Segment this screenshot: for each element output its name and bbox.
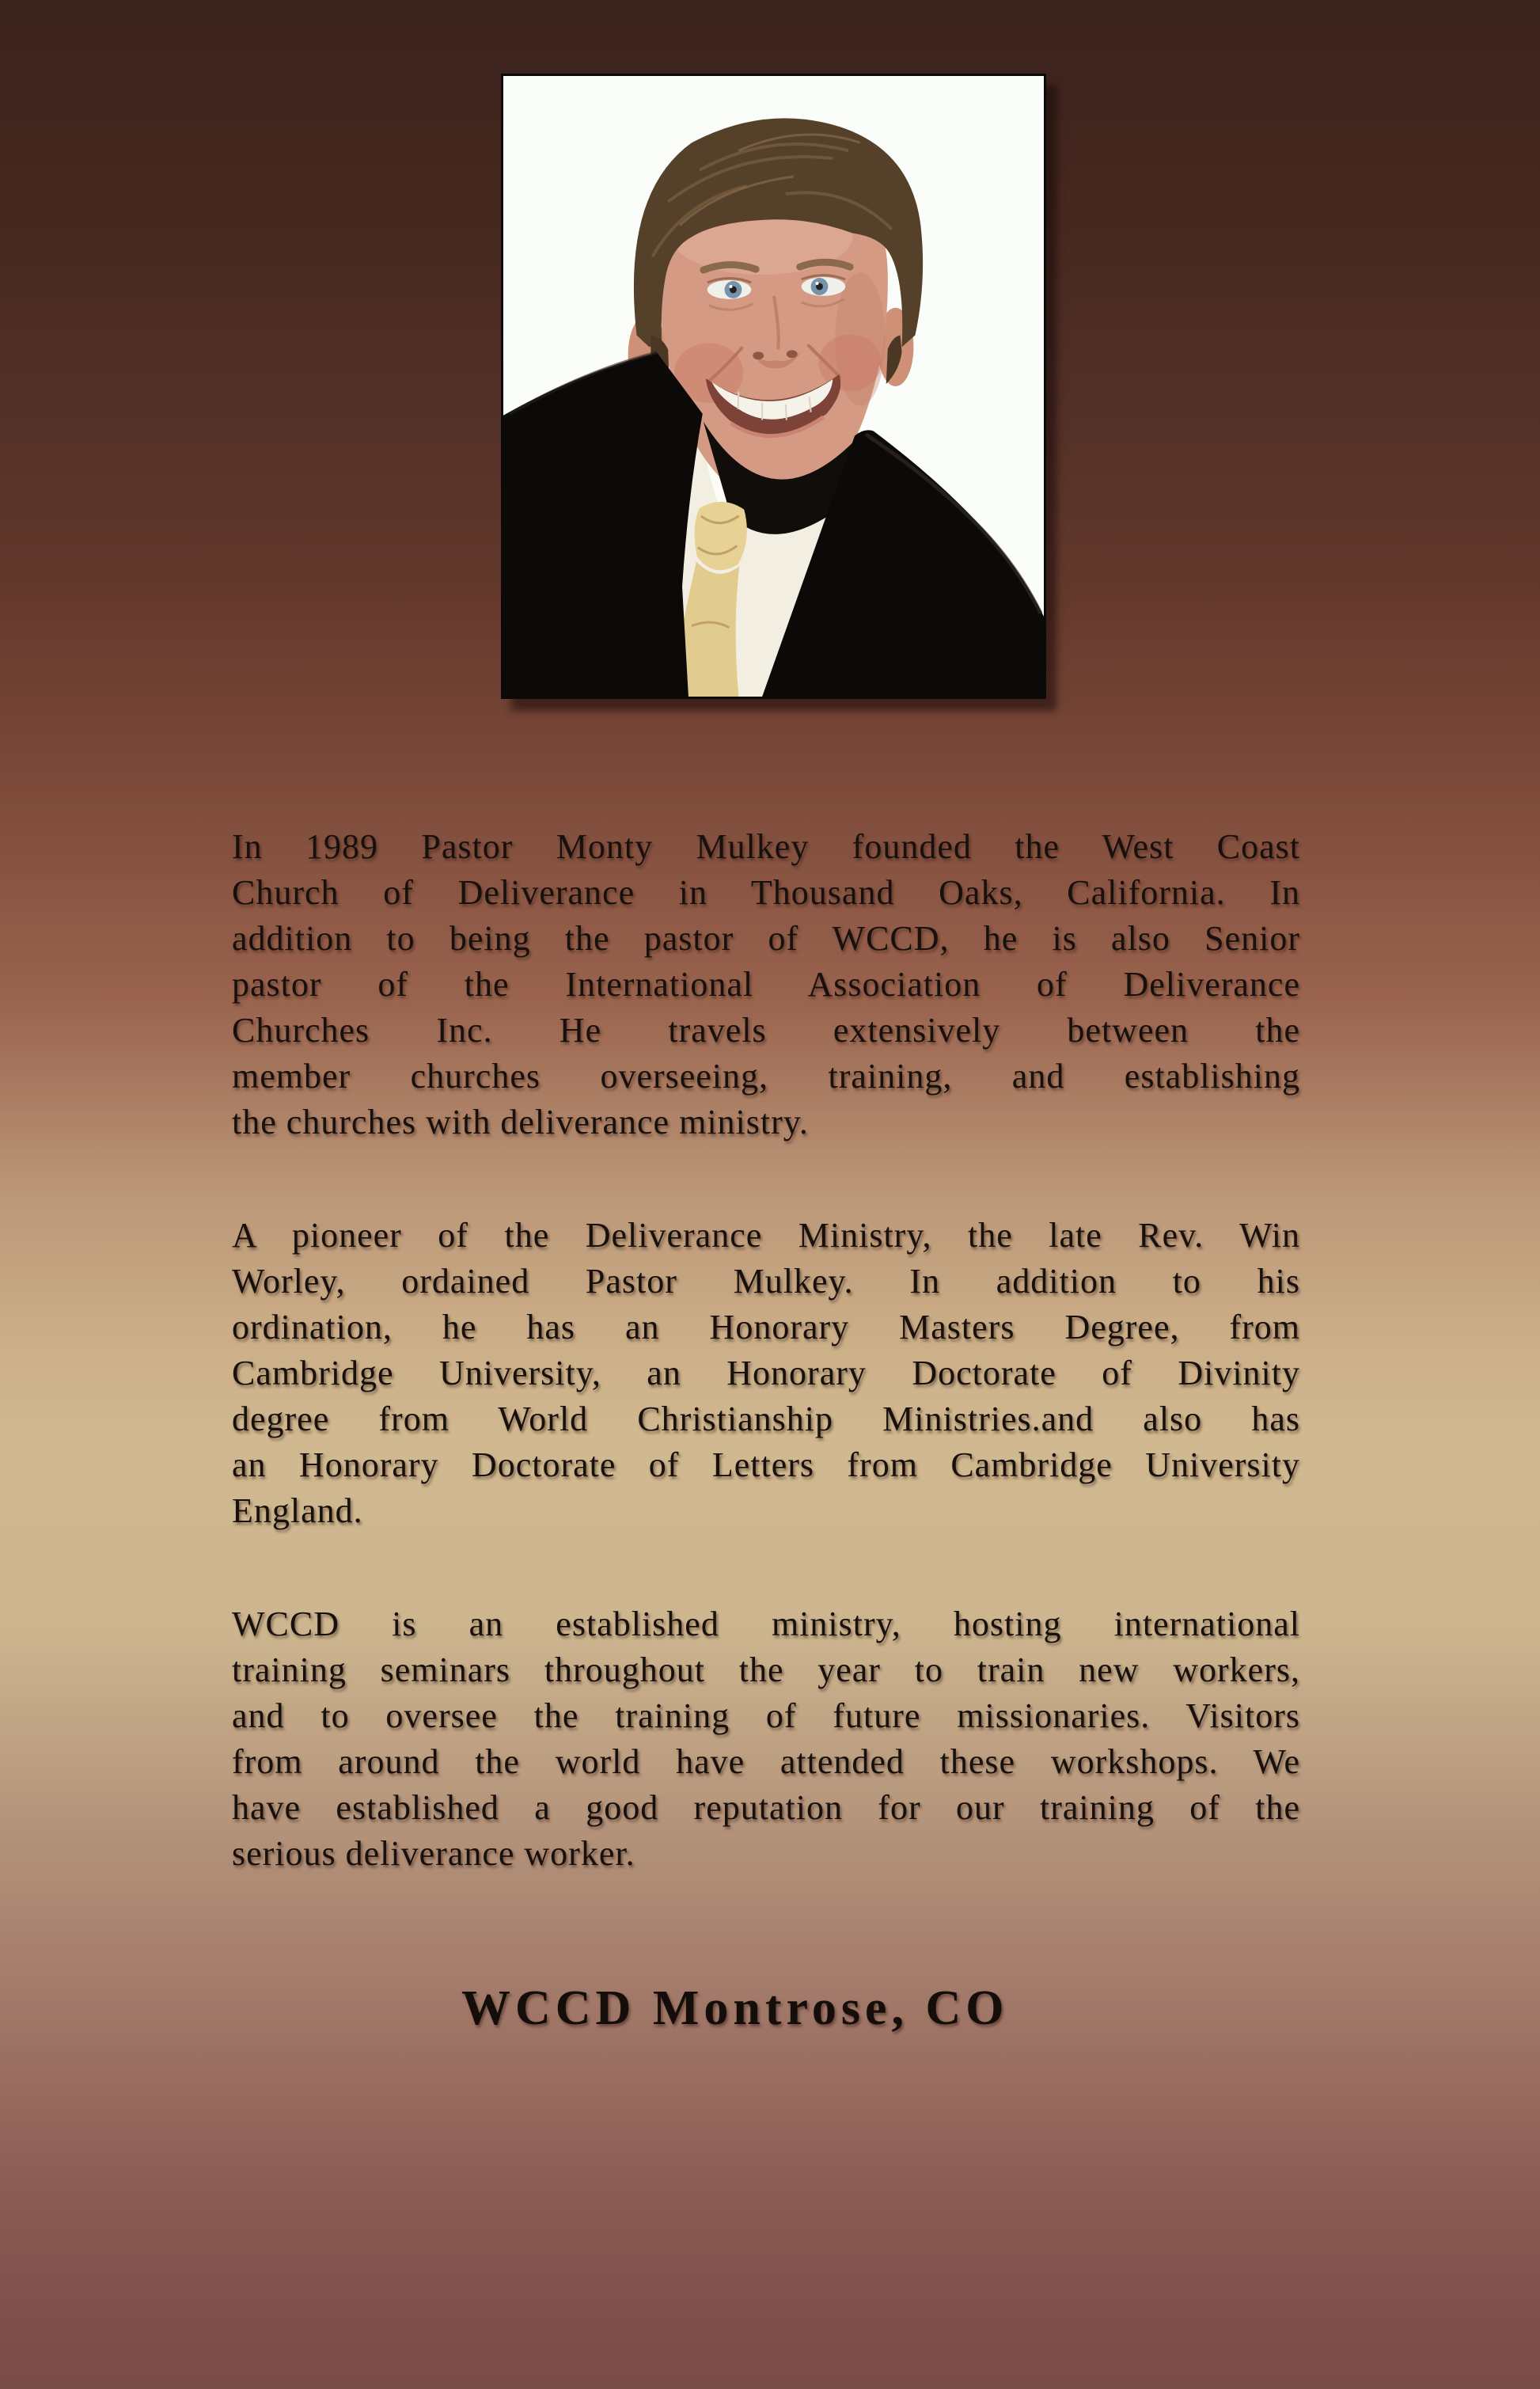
bio-paragraph-founding bbox=[232, 824, 1300, 1145]
bio-line: Worley, ordained Pastor Mulkey. In addition to his bbox=[232, 1262, 1300, 1301]
bio-line: A pioneer of the Deliverance Ministry, the late Rev. Win bbox=[232, 1216, 1300, 1255]
bio-line: the churches with deliverance ministry. bbox=[232, 1103, 809, 1141]
bio-line: serious deliverance worker. bbox=[232, 1834, 635, 1873]
bio-line: Church of Deliverance in Thousand Oaks, California. In bbox=[232, 873, 1300, 912]
man-portrait bbox=[503, 76, 1044, 697]
bio-line: In 1989 Pastor Monty Mulkey founded the West Coast bbox=[232, 827, 1300, 866]
location-title: WCCD Montrose, CO bbox=[461, 1981, 1009, 2035]
bio-line: and to oversee the training of future missionaries. Visitors bbox=[232, 1696, 1300, 1735]
bio-line: England. bbox=[232, 1491, 363, 1530]
bio-paragraph-ministry bbox=[232, 1601, 1300, 1877]
bio-line: have established a good reputation for our training of the bbox=[232, 1788, 1300, 1827]
bio-line: Churches Inc. He travels extensively between the bbox=[232, 1011, 1300, 1050]
bio-text-block bbox=[232, 824, 1300, 1944]
bio-line: ordination, he has an Honorary Masters Degree, from bbox=[232, 1308, 1300, 1346]
bio-line: Cambridge University, an Honorary Doctorate of Divinity bbox=[232, 1354, 1300, 1392]
bio-line: training seminars throughout the year to train new workers, bbox=[232, 1650, 1300, 1689]
bio-line: pastor of the International Association of Deliverance bbox=[232, 965, 1300, 1004]
bio-line: WCCD is an established ministry, hosting international bbox=[232, 1605, 1300, 1643]
bio-line: degree from World Christianship Ministries.and also has bbox=[232, 1400, 1300, 1438]
bio-line: member churches overseeing, training, and establishing bbox=[232, 1057, 1300, 1096]
pastor-photo bbox=[501, 74, 1046, 699]
bio-line: from around the world have attended these workshops. We bbox=[232, 1742, 1300, 1781]
bio-paragraph-ordination bbox=[232, 1213, 1300, 1534]
bio-line: an Honorary Doctorate of Letters from Cambridge University bbox=[232, 1445, 1300, 1484]
bio-line: addition to being the pastor of WCCD, he is also Senior bbox=[232, 919, 1300, 958]
